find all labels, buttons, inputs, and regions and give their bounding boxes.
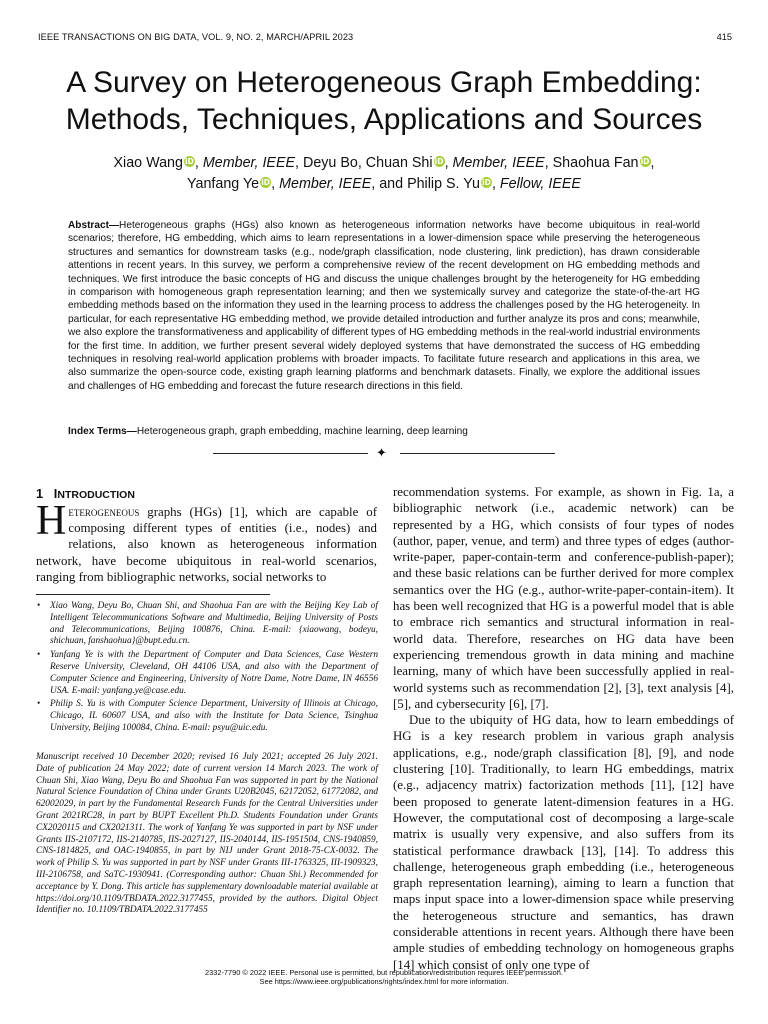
- author-role: Member, IEEE: [279, 175, 372, 192]
- section-heading: 1 INTRODUCTION: [36, 486, 135, 501]
- index-terms-text: Heterogeneous graph, graph embedding, machine learning, deep learning: [136, 426, 468, 437]
- divider-rule: [400, 453, 555, 454]
- abstract-text: Heterogeneous graphs (HGs) also known as heterogeneous information networks have become ubiquitous in real-world scenarios; therefore, HG embedding, which aims to learn representations in a lower-dimension space while preserving the heterogeneous structures and semantics for downstream tasks (e.g., node/graph classification, node clustering, link prediction), has drawn considerable attentions in recent years. In this survey, we perform a comprehensive review of the recent development on HG embedding methods and techniques. We first introduce the basic concepts of HG and discuss the unique challenges brought by the heterogeneity for HG embedding in comparison with homogeneous graph representation learning; and then we systemically survey and categorize the state-of-the-art HG embedding methods based on the information they used in the learning process to address the challenges posed by the HG heterogeneity. In particular, for each representative HG embedding method, we provide detailed introduction and further analyze its pros and cons; meanwhile, we also explore the transformativeness and applicability of different types of HG embedding methods in the real-world industrial environments for the first time. In addition, we further present several widely deployed systems that have demonstrated the success of HG embedding techniques in resolving real-world application problems with broader impacts. To facilitate future research and applications in this area, we also summarize the open-source code, existing graph learning platforms and benchmark datasets. Finally, we explore the additional issues and challenges of HG embedding and forecast the future research directions in this field.: [68, 220, 700, 392]
- manuscript-note: Manuscript received 10 December 2020; revised 16 July 2021; accepted 26 July 2021. Date of publication 24 May 2022; date of current version 14 March 2023. The work of Chuan Shi, Xiao Wang, Deyu Bo and Shaohua Fan was supported in part by the National Natural Science Foundation of China under Grants U20B2045, 62172052, 61772082, and 62002029, in part by the Fundamental Research Funds for the Central Universities under Grant 2021RC28, in part by BUPT Excellent Ph.D. Students Foundation under Grants CX2020115 and CX2021311. The work of Yanfang Ye was supported in part by NSF under Grants IIS-2107172, IIS-2140785, IIS-2027127, IIS-2040144, IIS-1951504, CNS-1940859, CNS-1814825, and OAC-1940855, in part by NIJ under Grant 2018-75-CX-0032. The work of Philip S. Yu was supported in part by NSF under Grants III-1763325, III-1909323, III-2106758, and SaTC-1930941. (Corresponding author: Chuan Shi.) Recommended for acceptance by Y. Dong. This article has supplementary downloadable material available at https://doi.org/10.1109/TBDATA.2022.3177455, provided by the authors. Digital Object Identifier no. 10.1109/TBDATA.2022.3177455: [36, 752, 378, 916]
- footnote-item: • Xiao Wang, Deyu Bo, Chuan Shi, and Shaohua Fan are with the Beijing Key Lab of Intelligent Telecommunications Software and Multimedia, Beijing University of Posts and Telecommunications, Beijing 100876, China. E-mail: {xiaowang, bodeyu, shichuan, fanshaohua}@bupt.edu.cn.: [37, 601, 378, 647]
- drop-cap: H: [36, 498, 67, 544]
- intro-paragraph: Heterogeneous graphs (HGs) [1], which are capable of composing different types of entities (i.e., nodes) and relations, also known as heterogeneous information network, have become ubiquitous in real-world scenarios, ranging from bibliographic networks, social networks to: [36, 498, 377, 584]
- abstract: Abstract—Heterogeneous graphs (HGs) also known as heterogeneous information networks have become ubiquitous in real-world scenarios; therefore, HG embedding, which aims to learn representations in a lower-dimension space while preserving the heterogeneous structures and semantics for downstream tasks (e.g., node/graph classification, node clustering, link prediction), has drawn considerable attentions in recent years. In this survey, we perform a comprehensive review of the recent development on HG embedding methods and techniques. We first introduce the basic concepts of HG and discuss the unique challenges brought by the heterogeneity for HG embedding in comparison with homogeneous graph representation learning; and then we systemically survey and categorize the state-of-the-art HG embedding methods based on the information they used in the learning process to address the challenges posed by the HG heterogeneity. In particular, for each representative HG embedding method, we provide detailed introduction and further analyze its pros and cons; meanwhile, we also explore the transformativeness and applicability of different types of HG embedding methods in the real-world industrial environments for the first time. In addition, we further present several widely deployed systems that have demonstrated the success of HG embedding techniques in resolving real-world application problems with broader impacts. To facilitate future research and applications in this area, we also summarize the open-source code, existing graph learning platforms and benchmark datasets. Finally, we explore the additional issues and challenges of HG embedding and forecast the future research directions in this field.: [68, 220, 700, 392]
- abstract-label: Abstract: [68, 220, 109, 231]
- copyright-line: 2332-7790 © 2022 IEEE. Personal use is permitted, but republication/redistribution requires IEEE permission.: [205, 968, 563, 977]
- author-role: Member, IEEE: [452, 155, 545, 171]
- orcid-icon[interactable]: iD: [261, 177, 271, 187]
- author-conjunction: and: [379, 175, 404, 192]
- author-name: Yanfang Ye: [187, 175, 260, 192]
- author-name: Xiao Wang: [113, 155, 183, 171]
- author-name: Philip S. Yu: [407, 175, 480, 192]
- section-number: 1: [36, 486, 44, 501]
- divider-diamond-icon: ✦: [376, 445, 387, 460]
- author-role: Member, IEEE: [202, 155, 296, 171]
- author-name: Deyu Bo: [303, 155, 358, 171]
- author-name: Chuan Shi: [365, 155, 433, 171]
- divider-rule: [213, 453, 368, 454]
- footnote-item: • Philip S. Yu is with Computer Science Department, University of Illinois at Chicago, Chicago, IL 60607 USA, and also with the Institute for Data Science, Tsinghua University, Beijing 100084, China. E-mail: psyu@uic.edu.: [37, 699, 378, 733]
- author-name: Shaohua Fan: [552, 155, 639, 171]
- right-column: [393, 484, 734, 973]
- running-header: IEEE TRANSACTIONS ON BIG DATA, VOL. 9, NO. 2, MARCH/APRIL 2023: [38, 32, 354, 42]
- affiliation-footnotes: [36, 601, 378, 737]
- index-terms-label: Index Terms: [68, 426, 127, 437]
- paper-title: A Survey on Heterogeneous Graph Embedding: Methods, Techniques, Applications and Sources: [65, 66, 703, 136]
- author-list: Xiao Wang iD, Member, IEEE, Deyu Bo, Chuan Shi iD, Member, IEEE, Shaohua Fan iD, Yanfang Ye iD, Member, IEEE, and Philip S. Yu iD, Fellow, IEEE: [113, 155, 655, 192]
- footnote-item: • Yanfang Ye is with the Department of Computer and Data Sciences, Case Western Reserve University, Cleveland, OH 44106 USA, and also with the Department of Computer Science and Engineering, University of Notre Dame, Notre Dame, IN 46556 USA. E-mail: yanfang.ye@case.edu.: [37, 650, 378, 696]
- index-terms: Index Terms—Heterogeneous graph, graph embedding, machine learning, deep learning: [68, 426, 468, 437]
- page-number: 415: [716, 32, 732, 42]
- rights-link[interactable]: See https://www.ieee.org/publications/rights/index.html for more information.: [259, 977, 509, 987]
- orcid-icon[interactable]: iD: [640, 157, 650, 166]
- footnote-rule: [36, 594, 270, 595]
- orcid-icon[interactable]: iD: [434, 157, 444, 166]
- body-paragraph: recommendation systems. For example, as shown in Fig. 1a, a bibliographic network (i.e., academic network) can be represented by a HG, which consists of four types of nodes (author, paper, venue, and term) and three types of edges (author-write-paper, paper-contain-term and conference-publish-paper); and these basic relations can be further derived for more complex semantics over the HG (e.g., author-write-paper-contain-item). It has been well recognized that HG is a powerful model that is able to embrace rich semantics and structural information in real-world data. Therefore, researches on HG data have been experiencing tremendous growth in data mining and machine learning, many of which have been successfully applied in real-world systems such as recommendation [2], [3], text analysis [4], [5], and cybersecurity [6], [7].: [393, 485, 734, 711]
- section-title: NTRODUCTION: [57, 489, 135, 501]
- bullet-icon: •: [37, 601, 41, 611]
- copyright-footer: [100, 968, 668, 987]
- bullet-icon: •: [37, 699, 41, 710]
- body-paragraph: Due to the ubiquity of HG data, how to learn embeddings of HG is a key research problem in various graph analysis applications, e.g., node/graph classification [8], [9], and node clustering [10]. Traditionally, to learn HG embeddings, matrix (e.g., adjacency matrix) factorization methods [11], [12] have been proposed to generate latent-dimension features in a HG. However, the computational cost of decomposing a large-scale matrix is usually very expensive, and also suffers from its statistical performance drawback [13], [14]. To address this challenge, heterogeneous graph embedding (i.e., heterogeneous graph representation learning), aiming to learn a function that maps input space into a lower-dimension space while preserving the heterogeneous structure and semantics, has drawn considerable attentions in recent years. Although there have been ample studies of embedding technology on homogeneous graphs [14] which consist of only one type of: [393, 713, 734, 972]
- orcid-icon[interactable]: iD: [185, 157, 194, 166]
- orcid-icon[interactable]: iD: [482, 177, 491, 187]
- bullet-icon: •: [37, 650, 41, 661]
- author-role: Fellow, IEEE: [499, 175, 581, 192]
